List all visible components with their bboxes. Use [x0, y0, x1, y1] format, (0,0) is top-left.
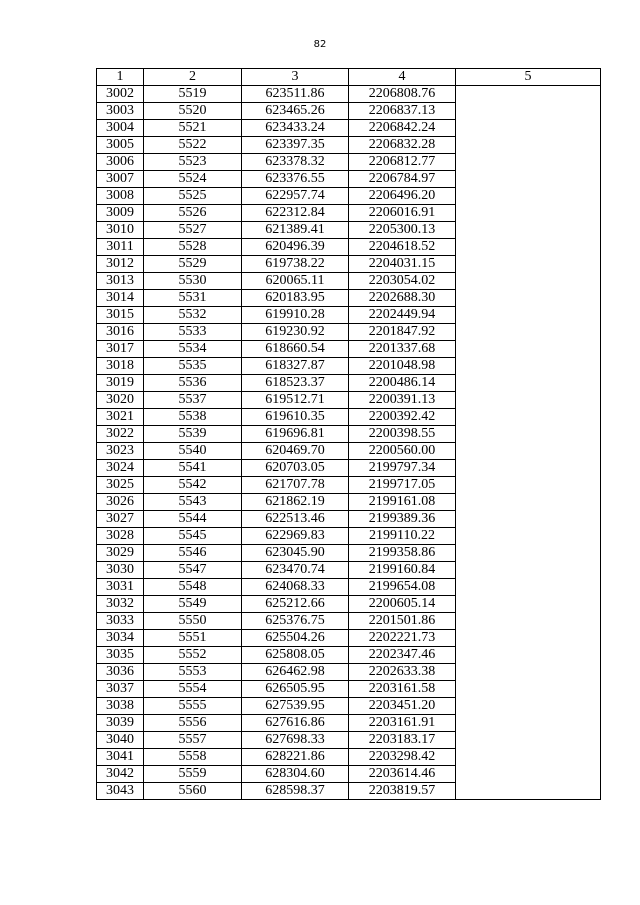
table-body: [97, 86, 601, 800]
page-number: 82: [313, 39, 327, 50]
column-header-2: 2: [144, 69, 242, 86]
table-cell-col-4: 2200486.14: [349, 375, 456, 392]
table-cell-col-4: 2206842.24: [349, 120, 456, 137]
table-cell-col-4: 2199654.08: [349, 579, 456, 596]
table-cell-col-3: 623433.24: [242, 120, 349, 137]
table-cell-col-1: 3012: [97, 256, 144, 273]
table-cell-col-3: 623378.32: [242, 154, 349, 171]
table-cell-col-1: 3034: [97, 630, 144, 647]
table-cell-col-2: 5560: [144, 783, 242, 800]
table-cell-col-1: 3030: [97, 562, 144, 579]
table-cell-col-1: 3019: [97, 375, 144, 392]
table-cell-col-3: 625212.66: [242, 596, 349, 613]
table-cell-col-1: 3040: [97, 732, 144, 749]
table-cell-col-2: 5533: [144, 324, 242, 341]
table-cell-col-1: 3038: [97, 698, 144, 715]
table-cell-col-3: 625504.26: [242, 630, 349, 647]
table-cell-col-3: 619738.22: [242, 256, 349, 273]
table-cell-col-4: 2200392.42: [349, 409, 456, 426]
table-cell-col-2: 5525: [144, 188, 242, 205]
table-cell-col-4: 2200605.14: [349, 596, 456, 613]
table-cell-col-4: 2203298.42: [349, 749, 456, 766]
table-cell-col-4: 2199161.08: [349, 494, 456, 511]
table-cell-col-3: 623511.86: [242, 86, 349, 103]
table-cell-col-1: 3010: [97, 222, 144, 239]
table-cell-col-4: 2199717.05: [349, 477, 456, 494]
table-cell-col-1: 3032: [97, 596, 144, 613]
table-cell-col-4: 2206812.77: [349, 154, 456, 171]
table-cell-col-1: 3024: [97, 460, 144, 477]
table-cell-col-4: 2199389.36: [349, 511, 456, 528]
table-cell-col-4: 2204618.52: [349, 239, 456, 256]
table-cell-col-3: 618523.37: [242, 375, 349, 392]
table-cell-col-3: 622957.74: [242, 188, 349, 205]
table-cell-col-2: 5548: [144, 579, 242, 596]
table-cell-col-2: 5543: [144, 494, 242, 511]
table-cell-col-3: 618327.87: [242, 358, 349, 375]
table-cell-col-4: 2199110.22: [349, 528, 456, 545]
table-cell-col-3: 619610.35: [242, 409, 349, 426]
table-cell-col-4: 2199797.34: [349, 460, 456, 477]
table-cell-col-3: 619512.71: [242, 392, 349, 409]
table-cell-col-1: 3002: [97, 86, 144, 103]
table-cell-col-2: 5536: [144, 375, 242, 392]
table-cell-col-4: 2200560.00: [349, 443, 456, 460]
table-cell-col-1: 3031: [97, 579, 144, 596]
table-cell-col-2: 5542: [144, 477, 242, 494]
table-cell-col-4: 2205300.13: [349, 222, 456, 239]
table-cell-col-2: 5554: [144, 681, 242, 698]
table-cell-col-2: 5551: [144, 630, 242, 647]
table-cell-col-4: 2202449.94: [349, 307, 456, 324]
table-cell-col-2: 5531: [144, 290, 242, 307]
table-cell-col-1: 3015: [97, 307, 144, 324]
table-cell-col-1: 3039: [97, 715, 144, 732]
table-cell-col-1: 3014: [97, 290, 144, 307]
table-cell-col-1: 3025: [97, 477, 144, 494]
table-cell-col-3: 620469.70: [242, 443, 349, 460]
column-header-1: 1: [97, 69, 144, 86]
table-cell-col-2: 5546: [144, 545, 242, 562]
table-cell-col-1: 3033: [97, 613, 144, 630]
table-cell-col-1: 3021: [97, 409, 144, 426]
table-cell-col-4: 2202688.30: [349, 290, 456, 307]
table-cell-col-3: 623397.35: [242, 137, 349, 154]
table-cell-col-1: 3007: [97, 171, 144, 188]
table-cell-col-1: 3028: [97, 528, 144, 545]
table-cell-col-3: 625808.05: [242, 647, 349, 664]
table-cell-col-1: 3042: [97, 766, 144, 783]
table-cell-col-2: 5528: [144, 239, 242, 256]
table-cell-col-4: 2206832.28: [349, 137, 456, 154]
table-cell-col-1: 3009: [97, 205, 144, 222]
table-cell-col-3: 627698.33: [242, 732, 349, 749]
table-cell-col-2: 5544: [144, 511, 242, 528]
table-header-row: [97, 69, 601, 86]
table-cell-col-2: 5530: [144, 273, 242, 290]
table-cell-col-1: 3027: [97, 511, 144, 528]
table-cell-col-3: 620496.39: [242, 239, 349, 256]
table-cell-col-5: [456, 86, 601, 800]
table-cell-col-1: 3022: [97, 426, 144, 443]
table-cell-col-3: 618660.54: [242, 341, 349, 358]
table-cell-col-2: 5557: [144, 732, 242, 749]
table-cell-col-2: 5559: [144, 766, 242, 783]
table-cell-col-4: 2201501.86: [349, 613, 456, 630]
table-cell-col-1: 3023: [97, 443, 144, 460]
table-cell-col-3: 623470.74: [242, 562, 349, 579]
table-cell-col-4: 2206496.20: [349, 188, 456, 205]
table-cell-col-2: 5519: [144, 86, 242, 103]
table-cell-col-1: 3013: [97, 273, 144, 290]
table-cell-col-2: 5549: [144, 596, 242, 613]
table-cell-col-4: 2201048.98: [349, 358, 456, 375]
table-cell-col-3: 622312.84: [242, 205, 349, 222]
table-cell-col-4: 2203819.57: [349, 783, 456, 800]
table-row: [97, 86, 601, 103]
table-cell-col-3: 628304.60: [242, 766, 349, 783]
table-cell-col-1: 3029: [97, 545, 144, 562]
table-cell-col-1: 3043: [97, 783, 144, 800]
table-cell-col-1: 3004: [97, 120, 144, 137]
table-cell-col-4: 2204031.15: [349, 256, 456, 273]
table-cell-col-1: 3026: [97, 494, 144, 511]
table-cell-col-3: 627616.86: [242, 715, 349, 732]
table-cell-col-3: 620703.05: [242, 460, 349, 477]
column-header-4: 4: [349, 69, 456, 86]
table-cell-col-2: 5539: [144, 426, 242, 443]
table-cell-col-1: 3041: [97, 749, 144, 766]
table-cell-col-1: 3035: [97, 647, 144, 664]
table-cell-col-2: 5524: [144, 171, 242, 188]
table-cell-col-3: 619696.81: [242, 426, 349, 443]
table-cell-col-2: 5535: [144, 358, 242, 375]
table-cell-col-1: 3017: [97, 341, 144, 358]
table-cell-col-3: 624068.33: [242, 579, 349, 596]
table-cell-col-2: 5527: [144, 222, 242, 239]
coordinates-table: [96, 68, 601, 800]
table-cell-col-4: 2200391.13: [349, 392, 456, 409]
table-cell-col-2: 5534: [144, 341, 242, 358]
table-cell-col-3: 621707.78: [242, 477, 349, 494]
table-cell-col-1: 3006: [97, 154, 144, 171]
table-cell-col-3: 623465.26: [242, 103, 349, 120]
table-cell-col-4: 2203054.02: [349, 273, 456, 290]
table-cell-col-2: 5545: [144, 528, 242, 545]
table-cell-col-2: 5523: [144, 154, 242, 171]
table-cell-col-4: 2201337.68: [349, 341, 456, 358]
table-cell-col-1: 3005: [97, 137, 144, 154]
table-cell-col-1: 3036: [97, 664, 144, 681]
table-cell-col-3: 622513.46: [242, 511, 349, 528]
table-cell-col-4: 2206016.91: [349, 205, 456, 222]
table-cell-col-1: 3037: [97, 681, 144, 698]
table-cell-col-3: 619910.28: [242, 307, 349, 324]
table-cell-col-2: 5538: [144, 409, 242, 426]
table-cell-col-4: 2202347.46: [349, 647, 456, 664]
table-cell-col-3: 628221.86: [242, 749, 349, 766]
table-cell-col-4: 2199358.86: [349, 545, 456, 562]
table-cell-col-3: 623376.55: [242, 171, 349, 188]
table-cell-col-2: 5529: [144, 256, 242, 273]
table-cell-col-2: 5540: [144, 443, 242, 460]
table-cell-col-3: 623045.90: [242, 545, 349, 562]
table-cell-col-2: 5520: [144, 103, 242, 120]
table-cell-col-4: 2206808.76: [349, 86, 456, 103]
table-cell-col-3: 628598.37: [242, 783, 349, 800]
table-cell-col-4: 2202221.73: [349, 630, 456, 647]
table-cell-col-4: 2203451.20: [349, 698, 456, 715]
table-cell-col-2: 5552: [144, 647, 242, 664]
table-cell-col-1: 3020: [97, 392, 144, 409]
table-cell-col-1: 3016: [97, 324, 144, 341]
table-cell-col-2: 5537: [144, 392, 242, 409]
table-cell-col-2: 5558: [144, 749, 242, 766]
table-cell-col-3: 626462.98: [242, 664, 349, 681]
table-cell-col-3: 621862.19: [242, 494, 349, 511]
table-cell-col-1: 3018: [97, 358, 144, 375]
table-cell-col-3: 621389.41: [242, 222, 349, 239]
column-header-3: 3: [242, 69, 349, 86]
table-cell-col-3: 620183.95: [242, 290, 349, 307]
table-cell-col-2: 5550: [144, 613, 242, 630]
table-cell-col-4: 2203614.46: [349, 766, 456, 783]
table-cell-col-2: 5556: [144, 715, 242, 732]
table-cell-col-3: 627539.95: [242, 698, 349, 715]
table-cell-col-1: 3011: [97, 239, 144, 256]
table-cell-col-4: 2200398.55: [349, 426, 456, 443]
table-cell-col-2: 5541: [144, 460, 242, 477]
table-cell-col-2: 5553: [144, 664, 242, 681]
table-cell-col-4: 2206784.97: [349, 171, 456, 188]
table-cell-col-4: 2203183.17: [349, 732, 456, 749]
table-cell-col-4: 2202633.38: [349, 664, 456, 681]
table-cell-col-4: 2199160.84: [349, 562, 456, 579]
table-cell-col-2: 5522: [144, 137, 242, 154]
table-cell-col-4: 2201847.92: [349, 324, 456, 341]
table-cell-col-4: 2203161.91: [349, 715, 456, 732]
table-cell-col-3: 626505.95: [242, 681, 349, 698]
table-cell-col-2: 5555: [144, 698, 242, 715]
table-cell-col-2: 5521: [144, 120, 242, 137]
table-cell-col-1: 3008: [97, 188, 144, 205]
table-cell-col-3: 620065.11: [242, 273, 349, 290]
column-header-5: 5: [456, 69, 601, 86]
table-cell-col-3: 619230.92: [242, 324, 349, 341]
table-cell-col-3: 625376.75: [242, 613, 349, 630]
table-cell-col-2: 5532: [144, 307, 242, 324]
table-cell-col-4: 2203161.58: [349, 681, 456, 698]
table-cell-col-4: 2206837.13: [349, 103, 456, 120]
table-cell-col-1: 3003: [97, 103, 144, 120]
table-cell-col-2: 5526: [144, 205, 242, 222]
table-cell-col-3: 622969.83: [242, 528, 349, 545]
table-cell-col-2: 5547: [144, 562, 242, 579]
